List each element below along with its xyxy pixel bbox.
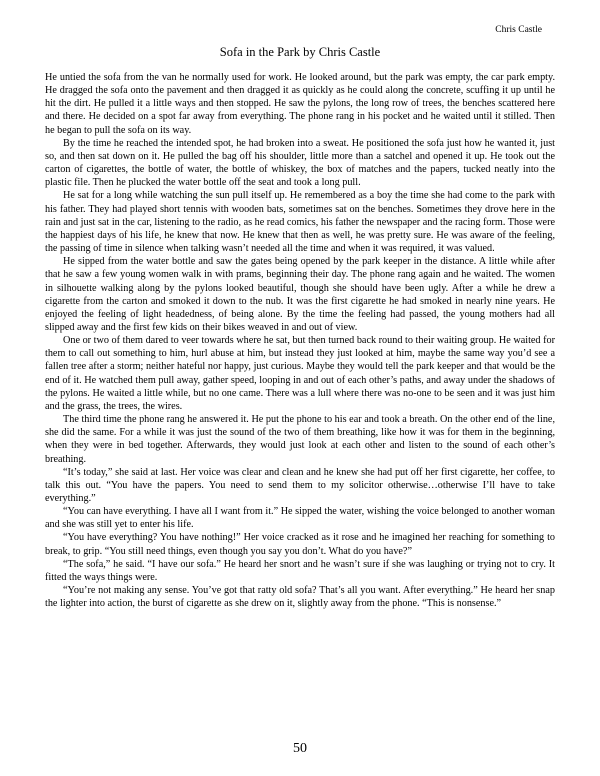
paragraph: “It’s today,” she said at last. Her voice was clear and clean and he knew she had put off her first cigarette, her coffee, to talk this out. “You have the papers. You need to send them to my solicitor otherwise…otherwise I’ll have to take everything.” <box>45 466 555 504</box>
paragraph: “The sofa,” he said. “I have our sofa.” He heard her snort and he wasn’t sure if she was laughing or trying not to cry. It fitted the ways things were. <box>45 558 555 583</box>
story-title: Sofa in the Park by Chris Castle <box>219 45 381 59</box>
paragraph: One or two of them dared to veer towards where he sat, but then turned back round to their waiting group. He waited for them to call out something to him, hurl abuse at him, but instead they just looked at him, maybe the same way you’d see a fallen tree after a storm; neither hateful nor happy, just curious. Maybe they would tell the park keeper and that would be the end of it. He watched them pull away, gather speed, looping in and out of each other’s paths, and away under the shadows of the pylons. He waited a little while, but no one came. There was a lull where there was no-one to be seen and it was just him and the grass, the trees, the wires. <box>45 335 555 412</box>
story-body <box>45 71 555 610</box>
paragraph: He sipped from the water bottle and saw the gates being opened by the park keeper in the distance. A little while after that he saw a few young women walk in with prams, beginning their day. The phone rang again and he waited. The women in silhouette walking along by the pylons looked beautiful, though she should have been ugly. After a while he drew a cigarette from the carton and smoked it down to the nub. It was the first cigarette he had smoked in nearly nine years. He enjoyed the feeling of light headedness, of being alone. By the time the feeling had passed, the young mothers had all slipped away and the first few kids on their bikes weaved in and out of view. <box>45 256 555 333</box>
page-number: 50 <box>293 741 307 756</box>
paragraph: “You can have everything. I have all I want from it.” He sipped the water, wishing the voice belonged to another woman and she was still yet to enter his life. <box>45 506 555 531</box>
paragraph: He sat for a long while watching the sun pull itself up. He remembered as a boy the time she had come to the park with his father. They had played short tennis with wooden bats, sometimes sat on the benches. Sometimes they drove here in the rain and just sat in the car, listening to the radio, as he read comics, his father the newspaper and the racing form. Those were the happiest days of his life, he knew that now. He knew that then as well, he was pretty sure. He was aware of the feeling, the passing of time in silence when talking wasn’t needed all the time and when it was required, it was valued. <box>45 190 555 255</box>
paragraph: “You’re not making any sense. You’ve got that ratty old sofa? That’s all you want. After everything.” He heard her snap the lighter into action, the burst of cigarette as she drew on it, slightly away from the phone. “This is nonsense.” <box>45 585 555 610</box>
paragraph: By the time he reached the intended spot, he had broken into a sweat. He positioned the sofa just how he wanted it, just so, and then sat down on it. He pulled the bag off his shoulder, little more than a satchel and opened it up. He took out the carton of cigarettes, the bottle of water, the bottle of whiskey, the box of matches and the papers, tucked neatly into the plastic file. Then he plucked the water bottle off the seat and took a long pull. <box>45 137 555 189</box>
paragraph: The third time the phone rang he answered it. He put the phone to his ear and took a breath. On the other end of the line, she did the same. For a while it was just the sound of the two of them breathing, like how it was for them in the beginning, when they were in bed together. Afterwards, they would just look at each other and listen to the sound of each other’s breathing. <box>45 414 555 465</box>
running-header-author: Chris Castle <box>495 25 542 35</box>
paragraph: “You have everything? You have nothing!” Her voice cracked as it rose and he imagined her reaching for something to break, to grip. “You still need things, even though you say you don’t. What do you have?” <box>45 532 555 557</box>
paragraph: He untied the sofa from the van he normally used for work. He looked around, but the park was empty, the car park empty. He dragged the sofa onto the pavement and then dragged it as quickly as he could along the concrete, scuffing it up until he hit the dirt. He pulled it a little ways and then stopped. He saw the pylons, the long row of trees, the benches scattered here and there. He decided on a spot far away from everything. The phone rang in his pocket and he waited until it stilled. Then he began to pull the sofa on its way. <box>45 72 555 136</box>
